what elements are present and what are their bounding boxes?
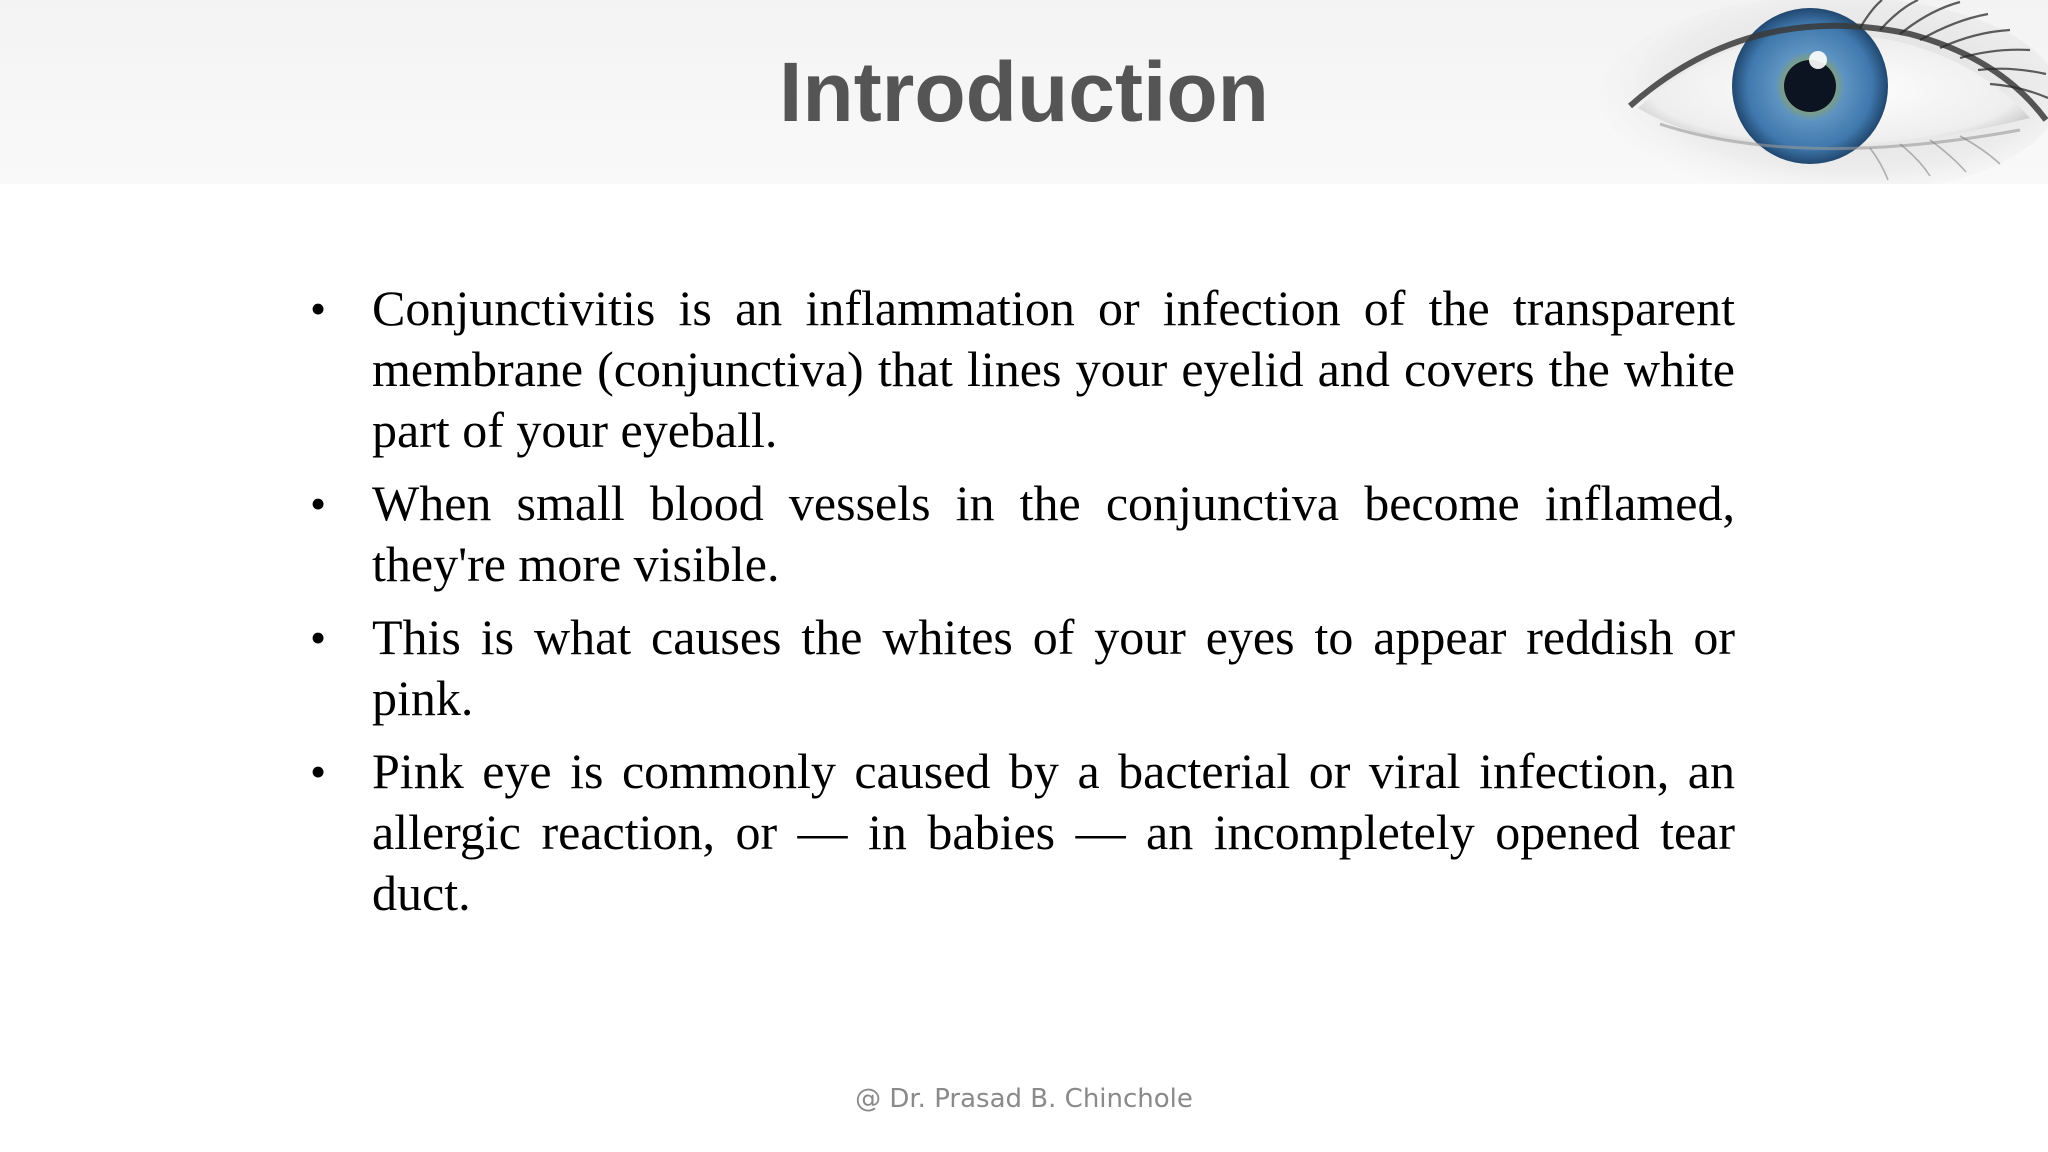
eye-icon <box>1600 0 2048 184</box>
bullet-marker: • <box>310 478 327 529</box>
slide-title: Introduction <box>779 45 1269 139</box>
list-item <box>310 607 1735 729</box>
list-item <box>310 278 1735 461</box>
bullet-marker: • <box>310 612 327 663</box>
bullet-text: Pink eye is commonly caused by a bacterial or viral infection, an allergic reaction, or — in babies — an incompletely opened tear duct. <box>372 743 1735 921</box>
bullet-marker: • <box>310 746 327 797</box>
bullet-list <box>310 278 1735 936</box>
list-item <box>310 741 1735 924</box>
bullet-text: This is what causes the whites of your eyes to appear reddish or pink. <box>372 609 1735 726</box>
list-item <box>310 473 1735 595</box>
bullet-text: When small blood vessels in the conjunctiva become inflamed, they're more visible. <box>372 475 1735 592</box>
bullet-marker: • <box>310 283 327 334</box>
footer-credit: @ Dr. Prasad B. Chinchole <box>855 1084 1193 1114</box>
bullet-text: Conjunctivitis is an inflammation or infection of the transparent membrane (conjunctiva) that lines your eyelid and covers the white part of your eyeball. <box>372 280 1735 458</box>
